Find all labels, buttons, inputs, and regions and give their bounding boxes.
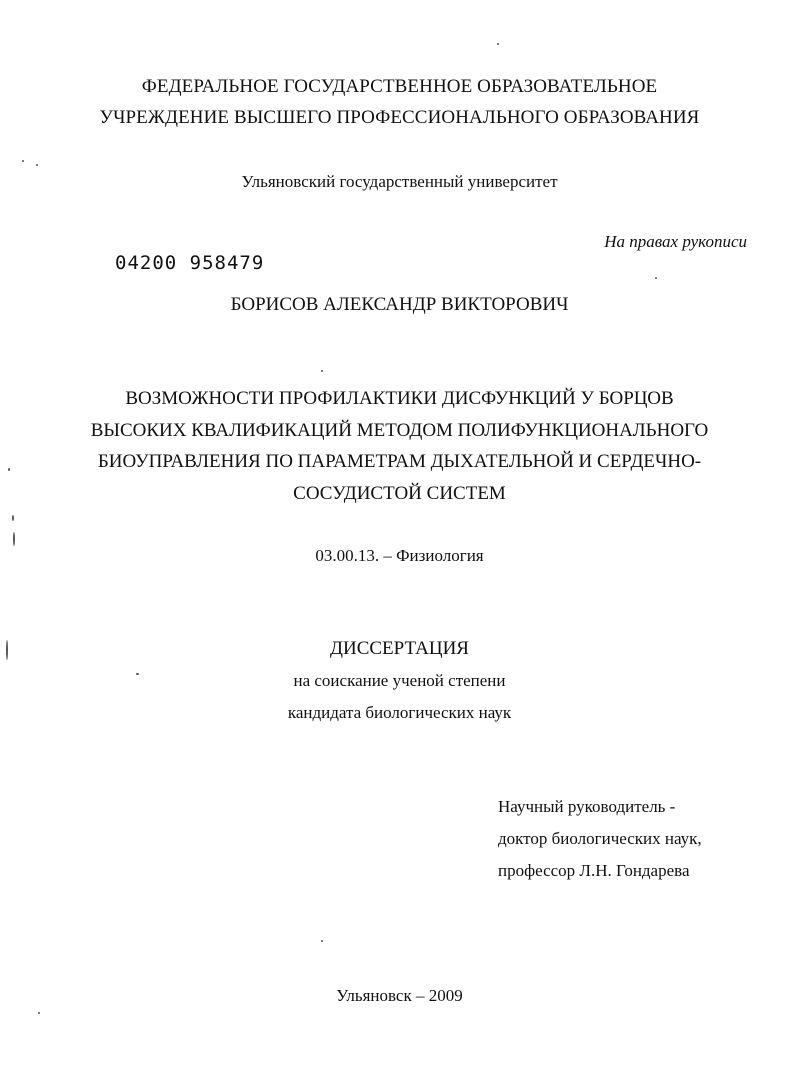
supervisor-line-3: профессор Л.Н. Гондарева	[498, 861, 690, 880]
specialty-code: 03.00.13. – Физиология	[315, 546, 484, 565]
dissertation-heading: ДИССЕРТАЦИЯ	[330, 638, 469, 659]
manuscript-note: На правах рукописи	[604, 232, 747, 251]
registration-code: 04200 958479	[115, 252, 265, 274]
scan-speck	[8, 468, 10, 471]
supervisor-line-2: доктор биологических наук,	[498, 829, 702, 848]
institution-line-1: ФЕДЕРАЛЬНОЕ ГОСУДАРСТВЕННОЕ ОБРАЗОВАТЕЛЬНОЕ	[141, 76, 658, 97]
author-name: БОРИСОВ АЛЕКСАНДР ВИКТОРОВИЧ	[230, 294, 569, 315]
scan-speck	[12, 515, 14, 521]
scan-speck	[321, 940, 323, 942]
title-line-1: ВОЗМОЖНОСТИ ПРОФИЛАКТИКИ ДИСФУНКЦИЙ У БОРЦОВ	[125, 388, 674, 409]
title-line-3: БИОУПРАВЛЕНИЯ ПО ПАРАМЕТРАМ ДЫХАТЕЛЬНОЙ И СЕРДЕЧНО-	[97, 451, 702, 472]
university-name: Ульяновский государственный университет	[241, 172, 558, 191]
scan-speck	[136, 673, 139, 675]
scan-speck	[36, 164, 38, 166]
scan-speck	[321, 370, 323, 372]
degree-line-1: на соискание ученой степени	[293, 671, 506, 690]
institution-line-2: УЧРЕЖДЕНИЕ ВЫСШЕГО ПРОФЕССИОНАЛЬНОГО ОБРАЗОВАНИЯ	[99, 107, 700, 128]
scan-speck	[655, 277, 657, 279]
title-line-4: СОСУДИСТОЙ СИСТЕМ	[293, 483, 506, 504]
supervisor-line-1: Научный руководитель -	[498, 797, 676, 816]
scan-speck	[13, 532, 15, 546]
scan-speck	[22, 160, 24, 162]
title-line-2: ВЫСОКИХ КВАЛИФИКАЦИЙ МЕТОДОМ ПОЛИФУНКЦИОНАЛЬНОГО	[90, 420, 709, 441]
scan-speck	[38, 1012, 40, 1014]
city-year: Ульяновск – 2009	[336, 986, 463, 1005]
scan-speck	[497, 43, 499, 45]
scan-speck	[6, 640, 8, 660]
degree-line-2: кандидата биологических наук	[287, 703, 512, 722]
